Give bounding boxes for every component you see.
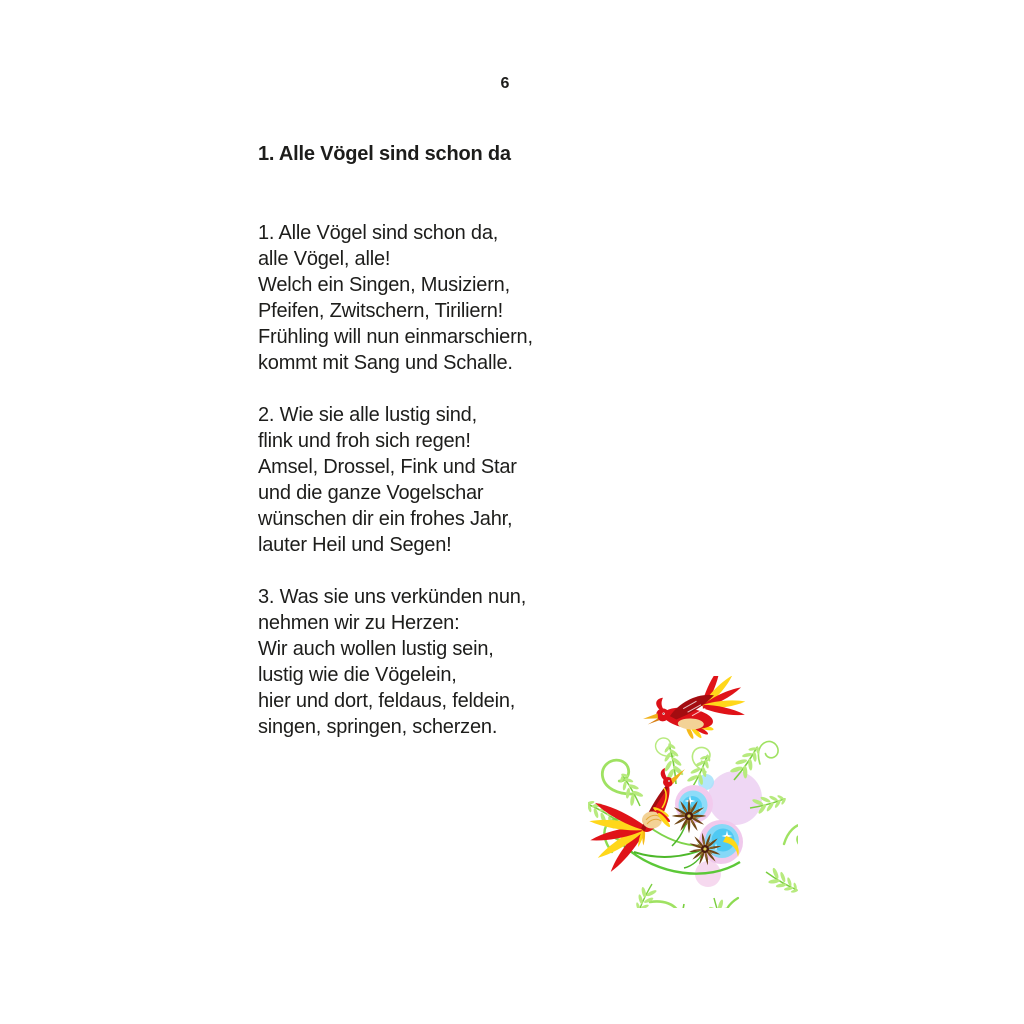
verse-1 <box>258 220 533 376</box>
song-lyrics <box>258 220 533 766</box>
lyric-line: lustig wie die Vögelein, <box>258 664 457 686</box>
lyric-line: flink und froh sich regen! <box>258 430 471 452</box>
lyric-line: nehmen wir zu Herzen: <box>258 612 460 634</box>
lyric-line: singen, springen, scherzen. <box>258 716 498 738</box>
perched-bird <box>589 768 685 874</box>
page-number: 6 <box>500 75 510 92</box>
lyric-line: und die ganze Vogelschar <box>258 482 484 504</box>
lyric-line: wünschen dir ein frohes Jahr, <box>258 508 513 530</box>
lyric-line: alle Vögel, alle! <box>258 248 391 270</box>
lyric-line: Amsel, Drossel, Fink und Star <box>258 456 517 478</box>
lyric-line: Pfeifen, Zwitschern, Tiriliern! <box>258 300 503 322</box>
lyric-line: hier und dort, feldaus, feldein, <box>258 690 516 712</box>
verse-2 <box>258 402 533 558</box>
song-title: 1. Alle Vögel sind schon da <box>258 143 511 165</box>
lyric-line: lauter Heil und Segen! <box>258 534 452 556</box>
folk-bird-illustration <box>588 676 798 908</box>
lyric-line: kommt mit Sang und Schalle. <box>258 352 513 374</box>
flying-bird <box>638 676 748 745</box>
folk-bird-illustration-svg <box>588 676 798 908</box>
verse-3 <box>258 584 533 740</box>
lyric-line: 1. Alle Vögel sind schon da, <box>258 222 499 244</box>
lyric-line: Welch ein Singen, Musiziern, <box>258 274 510 296</box>
lyric-line: Frühling will nun einmarschiern, <box>258 326 533 348</box>
lyric-line: 2. Wie sie alle lustig sind, <box>258 404 477 426</box>
lyric-line: Wir auch wollen lustig sein, <box>258 638 494 660</box>
lyric-line: 3. Was sie uns verkünden nun, <box>258 586 527 608</box>
